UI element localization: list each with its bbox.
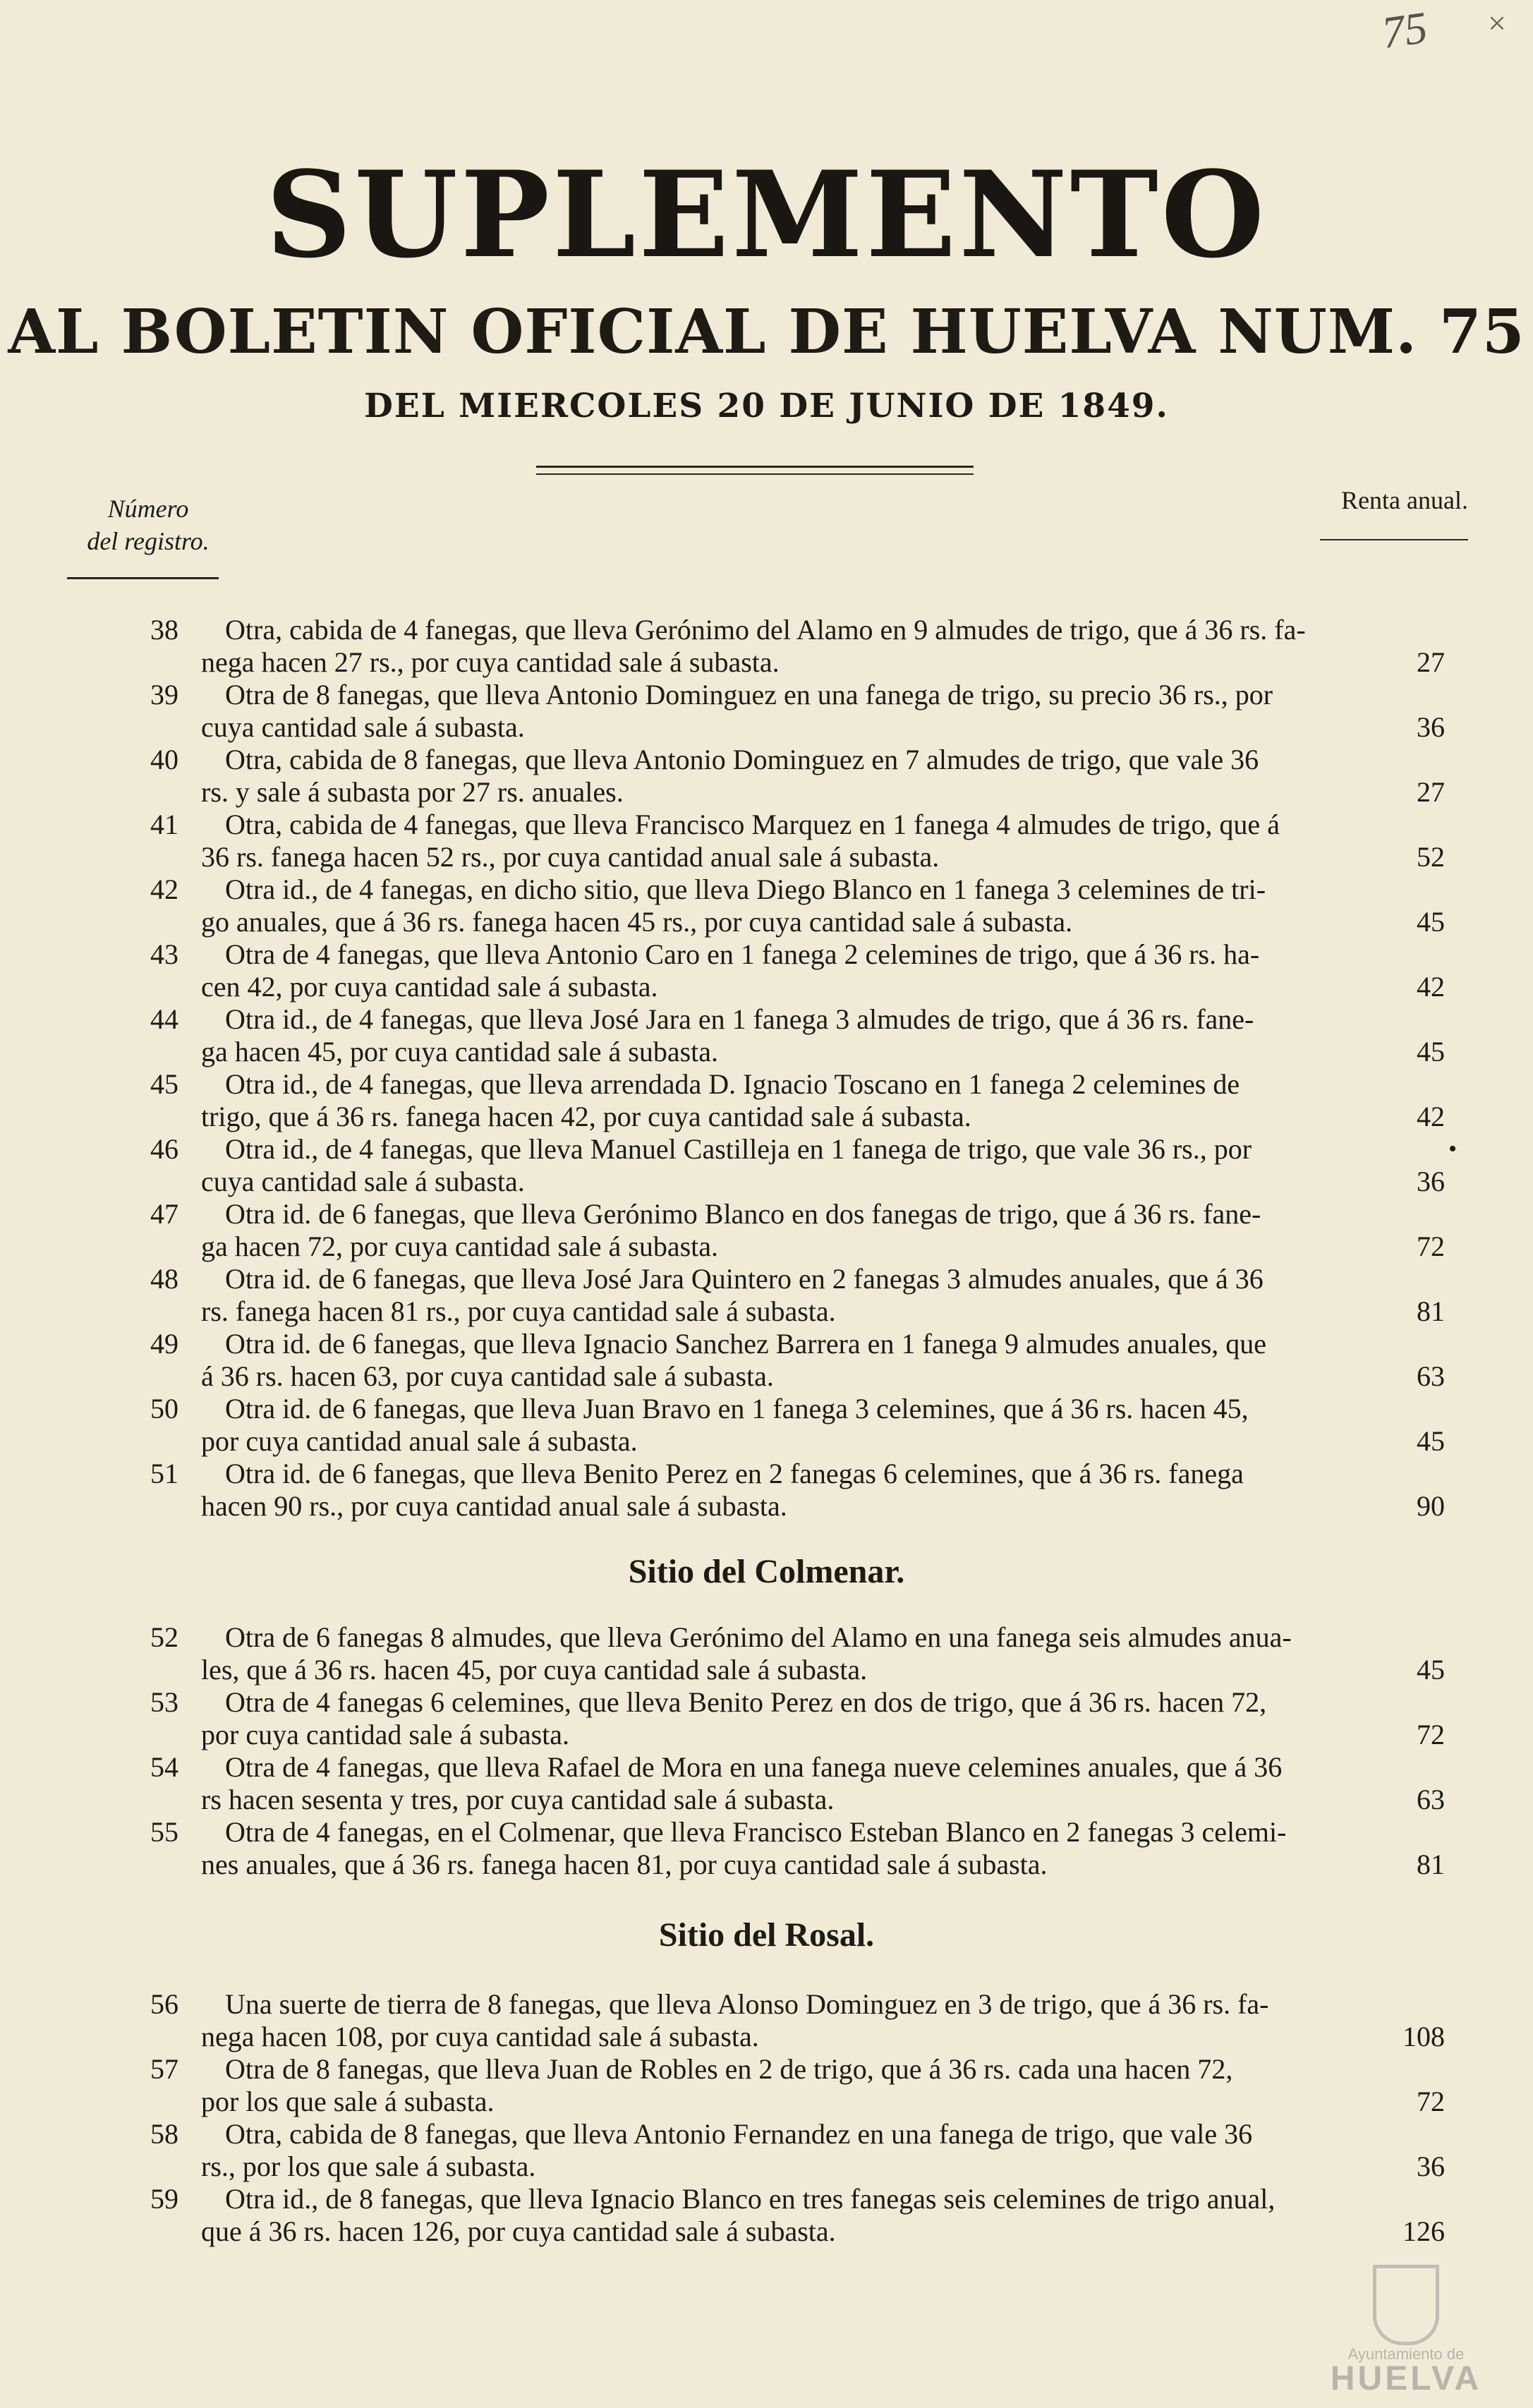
entry-line-1: Otra id., de 4 fanegas, que lleva Manuel Castilleja en 1 fanega de trigo, que vale 36 rs., por <box>225 1133 1252 1165</box>
entry-number: 43 <box>150 938 178 970</box>
entry-line-2: á 36 rs. hacen 63, por cuya cantidad sale á subasta. <box>201 1360 774 1392</box>
entry-rent: 45 <box>1417 906 1445 938</box>
entry-rent: 72 <box>1417 1719 1445 1750</box>
watermark-line2: HUELVA <box>1330 2360 1482 2397</box>
title-divider <box>536 466 974 475</box>
entry-line-2: rs. y sale á subasta por 27 rs. anuales. <box>201 776 624 808</box>
entry-mark: • <box>1448 1136 1457 1162</box>
entry-number: 48 <box>150 1263 178 1295</box>
entry-text <box>201 938 1383 1003</box>
entry-number: 51 <box>150 1458 178 1489</box>
registry-entry <box>0 1458 1533 1523</box>
entry-line-1: Otra id., de 4 fanegas, en dicho sitio, que lleva Diego Blanco en 1 fanega 3 celemines de tri- <box>225 873 1266 905</box>
entry-number: 39 <box>150 679 178 710</box>
registry-entry <box>0 1263 1533 1328</box>
registry-entry <box>0 938 1533 1003</box>
entry-line-1: Otra de 4 fanegas 6 celemines, que lleva Benito Perez en dos de trigo, que á 36 rs. hacen 72, <box>225 1686 1267 1718</box>
entry-rent: 45 <box>1417 1036 1445 1067</box>
entry-line-2: ga hacen 45, por cuya cantidad sale á subasta. <box>201 1036 719 1067</box>
entry-line-2: nega hacen 27 rs., por cuya cantidad sale á subasta. <box>201 646 780 678</box>
entry-rent: 27 <box>1417 646 1445 678</box>
entry-text <box>201 1198 1383 1263</box>
entry-rent: 126 <box>1402 2215 1445 2247</box>
entry-text <box>201 1988 1383 2053</box>
entry-number: 53 <box>150 1686 178 1718</box>
registry-entry <box>0 1621 1533 1686</box>
entry-line-1: Otra id. de 6 fanegas, que lleva Ignacio Sanchez Barrera en 1 fanega 9 almudes anuales, que <box>225 1328 1267 1360</box>
entry-number: 40 <box>150 744 178 775</box>
registry-entry <box>0 744 1533 809</box>
entry-line-2: por cuya cantidad sale á subasta. <box>201 1719 570 1750</box>
entry-line-2: que á 36 rs. hacen 126, por cuya cantidad sale á subasta. <box>201 2215 836 2247</box>
registry-entry <box>0 809 1533 873</box>
document-date: DEL MIERCOLES 20 DE JUNIO DE 1849. <box>364 387 1169 425</box>
entry-rent: 42 <box>1417 1101 1445 1132</box>
registry-entry <box>0 2053 1533 2118</box>
entry-line-2: hacen 90 rs., por cuya cantidad anual sale á subasta. <box>201 1490 787 1522</box>
entry-text <box>201 679 1383 744</box>
registry-entry <box>0 1068 1533 1133</box>
entry-text <box>201 2053 1383 2118</box>
entry-text <box>201 1263 1383 1328</box>
handwritten-folio-number: 75 <box>1379 1 1431 59</box>
entry-text <box>201 614 1383 679</box>
column-header-right-rule <box>1320 539 1468 540</box>
entry-number: 47 <box>150 1198 178 1230</box>
entry-line-1: Otra id. de 6 fanegas, que lleva Gerónimo Blanco en dos fanegas de trigo, que á 36 rs. fane- <box>225 1198 1261 1230</box>
entry-line-1: Otra id., de 8 fanegas, que lleva Ignacio Blanco en tres fanegas seis celemines de trigo anual, <box>225 2183 1276 2215</box>
entry-rent: 72 <box>1417 2086 1445 2117</box>
entry-number: 45 <box>150 1068 178 1100</box>
entry-line-1: Otra id. de 6 fanegas, que lleva Juan Bravo en 1 fanega 3 celemines, que á 36 rs. hacen 45, <box>225 1393 1249 1424</box>
entry-line-2: por los que sale á subasta. <box>201 2086 495 2117</box>
entry-line-1: Otra de 4 fanegas, en el Colmenar, que lleva Francisco Esteban Blanco en 2 fanegas 3 celemi- <box>225 1816 1287 1848</box>
coat-of-arms-icon <box>1373 2265 1439 2345</box>
entry-line-1: Otra de 6 fanegas 8 almudes, que lleva Gerónimo del Alamo en una fanega seis almudes anua- <box>225 1621 1292 1653</box>
entry-line-2: 36 rs. fanega hacen 52 rs., por cuya cantidad anual sale á subasta. <box>201 841 940 873</box>
entry-number: 57 <box>150 2053 178 2085</box>
section-heading-colmenar: Sitio del Colmenar. <box>628 1553 905 1590</box>
registry-entry <box>0 614 1533 679</box>
entry-number: 58 <box>150 2118 178 2150</box>
entry-rent: 72 <box>1417 1230 1445 1262</box>
entry-text <box>201 2118 1383 2183</box>
entry-number: 56 <box>150 1988 178 2020</box>
entry-text <box>201 873 1383 938</box>
entry-number: 44 <box>150 1003 178 1035</box>
entry-line-1: Otra de 4 fanegas, que lleva Rafael de Mora en una fanega nueve celemines anuales, que á 36 <box>225 1751 1283 1783</box>
entry-number: 46 <box>150 1133 178 1165</box>
entry-text <box>201 1068 1383 1133</box>
entry-number: 50 <box>150 1393 178 1424</box>
document-subtitle: AL BOLETIN OFICIAL DE HUELVA NUM. 75 <box>8 296 1525 368</box>
entry-line-2: nes anuales, que á 36 rs. fanega hacen 81, por cuya cantidad sale á subasta. <box>201 1849 1048 1880</box>
registry-entry <box>0 1328 1533 1393</box>
entry-rent: 36 <box>1417 1166 1445 1197</box>
entry-line-1: Otra, cabida de 8 fanegas, que lleva Antonio Fernandez en una fanega de trigo, que vale 36 <box>225 2118 1253 2150</box>
entry-number: 41 <box>150 809 178 840</box>
registry-entry <box>0 1988 1533 2053</box>
entry-line-1: Otra id., de 4 fanegas, que lleva José Jara en 1 fanega 3 almudes de trigo, que á 36 rs. fane- <box>225 1003 1254 1035</box>
entry-text <box>201 2183 1383 2248</box>
entry-text <box>201 809 1383 873</box>
entry-rent: 81 <box>1417 1849 1445 1880</box>
column-header-registro-line2: del registro. <box>87 527 210 555</box>
entry-line-2: rs. fanega hacen 81 rs., por cuya cantidad sale á subasta. <box>201 1295 836 1327</box>
column-header-left-rule <box>67 577 219 579</box>
entry-rent: 52 <box>1417 841 1445 873</box>
entry-text <box>201 1751 1383 1816</box>
entry-rent: 90 <box>1417 1490 1445 1522</box>
entry-line-2: cuya cantidad sale á subasta. <box>201 711 525 743</box>
entry-line-1: Una suerte de tierra de 8 fanegas, que lleva Alonso Dominguez en 3 de trigo, que á 36 rs. fa- <box>225 1988 1269 2020</box>
entry-line-1: Otra, cabida de 4 fanegas, que lleva Gerónimo del Alamo en 9 almudes de trigo, que á 36 rs. fa- <box>225 614 1306 646</box>
entry-text <box>201 1003 1383 1068</box>
entry-line-1: Otra id. de 6 fanegas, que lleva Benito Perez en 2 fanegas 6 celemines, que á 36 rs. fanega <box>225 1458 1244 1489</box>
registry-entry <box>0 873 1533 938</box>
entry-number: 49 <box>150 1328 178 1360</box>
corner-mark: × <box>1488 5 1506 41</box>
entry-rent: 63 <box>1417 1360 1445 1392</box>
entry-line-1: Otra de 8 fanegas, que lleva Juan de Robles en 2 de trigo, que á 36 rs. cada una hacen 72, <box>225 2053 1233 2085</box>
entry-line-2: rs., por los que sale á subasta. <box>201 2150 536 2182</box>
entry-text <box>201 1328 1383 1393</box>
column-header-registro-line1: Número <box>107 495 189 523</box>
entry-rent: 45 <box>1417 1654 1445 1686</box>
entry-text <box>201 1816 1383 1881</box>
archive-watermark <box>1300 2265 1512 2397</box>
registry-entry <box>0 1751 1533 1816</box>
entry-rent: 45 <box>1417 1425 1445 1457</box>
column-header-registro <box>63 492 233 557</box>
entry-rent: 36 <box>1417 2150 1445 2182</box>
entry-line-1: Otra de 8 fanegas, que lleva Antonio Dominguez en una fanega de trigo, su precio 36 rs., por <box>225 679 1273 710</box>
entry-line-2: por cuya cantidad anual sale á subasta. <box>201 1425 638 1457</box>
entry-number: 54 <box>150 1751 178 1783</box>
entry-text <box>201 1133 1383 1198</box>
section-heading-rosal: Sitio del Rosal. <box>658 1916 875 1954</box>
entry-rent: 108 <box>1402 2021 1445 2052</box>
entry-number: 38 <box>150 614 178 646</box>
registry-entry <box>0 1003 1533 1068</box>
registry-entry <box>0 2183 1533 2248</box>
entry-line-1: Otra id. de 6 fanegas, que lleva José Jara Quintero en 2 fanegas 3 almudes anuales, que á 36 <box>225 1263 1264 1295</box>
entry-text <box>201 1458 1383 1523</box>
entry-text <box>201 1686 1383 1751</box>
entry-text <box>201 1393 1383 1458</box>
entry-line-2: rs hacen sesenta y tres, por cuya cantidad sale á subasta. <box>201 1784 835 1815</box>
entry-line-1: Otra, cabida de 8 fanegas, que lleva Antonio Dominguez en 7 almudes de trigo, que vale 36 <box>225 744 1259 775</box>
entry-number: 59 <box>150 2183 178 2215</box>
entry-rent: 27 <box>1417 776 1445 808</box>
entry-line-2: cuya cantidad sale á subasta. <box>201 1166 525 1197</box>
entry-rent: 63 <box>1417 1784 1445 1815</box>
entry-number: 55 <box>150 1816 178 1848</box>
entry-line-2: cen 42, por cuya cantidad sale á subasta. <box>201 971 658 1003</box>
entry-rent: 42 <box>1417 971 1445 1003</box>
entry-number: 52 <box>150 1621 178 1653</box>
registry-entry <box>0 1686 1533 1751</box>
registry-entry <box>0 679 1533 744</box>
registry-entry <box>0 1133 1533 1198</box>
entry-line-2: go anuales, que á 36 rs. fanega hacen 45 rs., por cuya cantidad sale á subasta. <box>201 906 1073 938</box>
watermark-line1: Ayuntamiento de <box>1347 2345 1465 2363</box>
entry-line-2: les, que á 36 rs. hacen 45, por cuya cantidad sale á subasta. <box>201 1654 868 1686</box>
entry-text <box>201 1621 1383 1686</box>
entry-line-1: Otra de 4 fanegas, que lleva Antonio Caro en 1 fanega 2 celemines de trigo, que á 36 rs. ha- <box>225 938 1260 970</box>
entry-text <box>201 744 1383 809</box>
registry-entry <box>0 1816 1533 1881</box>
entry-number: 42 <box>150 873 178 905</box>
entry-rent: 36 <box>1417 711 1445 743</box>
entry-line-2: trigo, que á 36 rs. fanega hacen 42, por cuya cantidad sale á subasta. <box>201 1101 971 1132</box>
entry-line-2: nega hacen 108, por cuya cantidad sale á subasta. <box>201 2021 759 2052</box>
entry-line-1: Otra, cabida de 4 fanegas, que lleva Francisco Marquez en 1 fanega 4 almudes de trigo, que á <box>225 809 1280 840</box>
entry-line-2: ga hacen 72, por cuya cantidad sale á subasta. <box>201 1230 719 1262</box>
entry-line-1: Otra id., de 4 fanegas, que lleva arrendada D. Ignacio Toscano en 1 fanega 2 celemines de <box>225 1068 1240 1100</box>
column-header-renta: Renta anual. <box>1341 486 1468 514</box>
registry-entry <box>0 1198 1533 1263</box>
entry-rent: 81 <box>1417 1295 1445 1327</box>
registry-entry <box>0 2118 1533 2183</box>
registry-entry <box>0 1393 1533 1458</box>
document-title: SUPLEMENTO <box>265 145 1268 284</box>
